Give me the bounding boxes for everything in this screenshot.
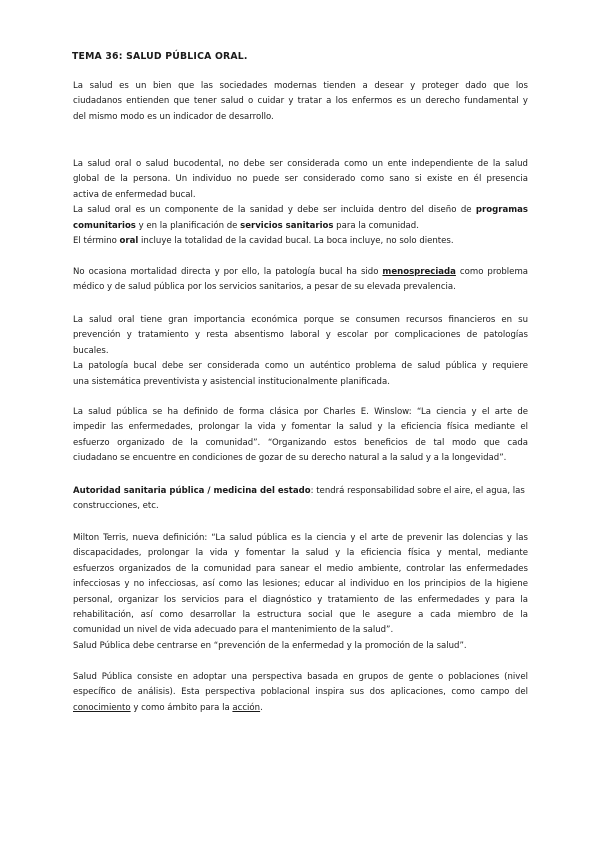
paragraph-intro xyxy=(73,79,528,125)
text-line: No ocasiona mortalidad directa y por ello, la patología bucal ha sido menospreciada como problema xyxy=(73,267,529,277)
text-line: conocimiento y como ámbito para la acción. xyxy=(73,702,263,713)
text-line: infecciosas y no infecciosas, así como las lesiones; educar al individuo en los principios de la higiene xyxy=(73,579,528,590)
paragraph-importancia-economica xyxy=(73,313,528,390)
text-line: Salud Pública debe centrarse en “prevención de la enfermedad y la promoción de la salud”. xyxy=(73,640,467,651)
text-line: activa de enfermedad bucal. xyxy=(73,189,196,200)
text-line: prevención y tratamiento y resta absentismo laboral y escolar por complicaciones de patologías xyxy=(73,330,528,341)
text-line: específico de análisis). Esta perspectiva poblacional inspira sus dos aplicaciones, como campo del xyxy=(73,687,528,698)
document-title: TEMA 36: SALUD PÚBLICA ORAL. xyxy=(72,51,248,62)
text-line: La salud oral es un componente de la sanidad y debe ser incluida dentro del diseño de programas xyxy=(73,205,528,216)
text-line: ciudadano se encuentre en condiciones de gozar de su derecho natural a la salud y a la longevidad”. xyxy=(73,453,507,464)
text-line: El término oral incluye la totalidad de la cavidad bucal. La boca incluye, no solo dientes. xyxy=(73,236,454,247)
text-line: discapacidades, prolongar la vida y fomentar la salud y la eficiencia física y mental, mediante xyxy=(73,548,528,559)
text-line: ciudadanos entienden que tener salud o cuidar y tratar a los enfermos es un derecho fundamental y xyxy=(73,96,528,107)
underlined-term: conocimiento xyxy=(73,702,131,713)
bold-term: comunitarios xyxy=(73,220,136,231)
paragraph-winslow xyxy=(73,405,528,467)
text-line: impedir las enfermedades, prolongar la vida y fomentar la salud y la eficiencia física mediante el xyxy=(73,422,528,433)
text-line: esfuerzos organizados de la comunidad para sanear el medio ambiente, controlar las enfermedades xyxy=(73,563,528,574)
paragraph-mortalidad xyxy=(73,265,528,296)
text-line: global de la persona. Un individuo no puede ser considerado como sano si existe en él presencia xyxy=(73,174,528,185)
text-line: comunitarios y en la planificación de servicios sanitarios para la comunidad. xyxy=(73,220,419,231)
text-line: La salud pública se ha definido de forma clásica por Charles E. Winslow: “La ciencia y el arte de xyxy=(73,407,528,417)
text-line: construcciones, etc. xyxy=(73,501,159,512)
text-line: del mismo modo es un indicador de desarrollo. xyxy=(73,111,274,122)
bold-term: oral xyxy=(119,236,139,247)
text-line: Salud Pública consiste en adoptar una perspectiva basada en grupos de gente o poblaciones (nivel xyxy=(73,672,528,682)
text-line: Milton Terris, nueva definición: “La salud pública es la ciencia y el arte de prevenir las dolencias y las xyxy=(73,533,528,543)
text-line: comunidad un nivel de vida adecuado para el mantenimiento de la salud”. xyxy=(73,625,394,636)
text-line: médico y de salud pública por los servicios sanitarios, a pesar de su elevada prevalencia. xyxy=(73,282,456,293)
bold-term: programas xyxy=(475,205,528,216)
paragraph-terris xyxy=(73,531,528,654)
paragraph-definicion-salud-publica xyxy=(73,670,528,716)
text-line: La salud oral tiene gran importancia económica porque se consumen recursos financieros en su xyxy=(73,315,528,325)
text-line: una sistemática preventivista y asistencial institucionalmente planificada. xyxy=(73,376,390,387)
text-line: La patología bucal debe ser considerada como un auténtico problema de salud pública y requiere xyxy=(73,361,528,372)
underlined-term: acción xyxy=(232,702,261,713)
text-line: personal, organizar los servicios para el diagnóstico y tratamiento de las enfermedades y para la xyxy=(73,594,528,605)
text-line: La salud es un bien que las sociedades modernas tienden a desear y proteger dado que los xyxy=(73,81,528,91)
paragraph-salud-oral xyxy=(73,157,528,249)
text-line: bucales. xyxy=(73,345,109,356)
text-line: Autoridad sanitaria pública / medicina del estado: tendrá responsabilidad sobre el aire, el agua, las xyxy=(73,486,525,496)
text-line: rehabilitación, así como desarrollar la estructura social que le asegure a cada miembro de la xyxy=(73,610,528,621)
text-line: La salud oral o salud bucodental, no debe ser considerada como un ente independiente de la salud xyxy=(73,159,528,169)
bold-term: Autoridad sanitaria pública / medicina del estado xyxy=(73,486,311,496)
bold-term: servicios sanitarios xyxy=(240,220,334,231)
paragraph-autoridad-sanitaria xyxy=(73,484,528,515)
text-line: esfuerzo organizado de la comunidad”. “Organizando estos beneficios de tal modo que cada xyxy=(73,437,528,448)
underlined-term: menospreciada xyxy=(382,267,456,277)
